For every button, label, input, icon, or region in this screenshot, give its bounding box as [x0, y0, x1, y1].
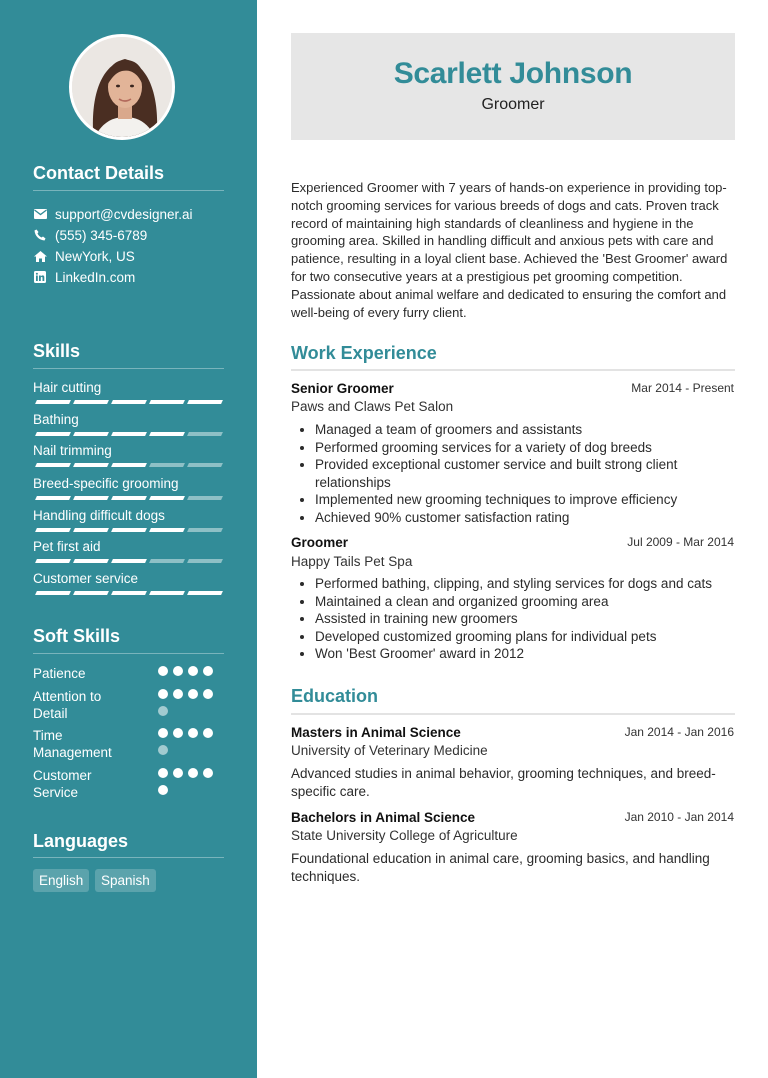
- avatar: [69, 34, 175, 140]
- job-bullet: • Managed a team of groomers and assistants: [315, 421, 735, 439]
- job-dates: Jul 2009 - Mar 2014: [627, 535, 734, 549]
- skill-label: Handling difficult dogs: [33, 508, 165, 523]
- skills-divider: [33, 368, 224, 369]
- candidate-name: Scarlett Johnson: [393, 57, 633, 90]
- profile-photo: [72, 37, 175, 140]
- skill-level-segment: [73, 400, 109, 404]
- skill-label: Nail trimming: [33, 443, 112, 458]
- degree-dates: Jan 2010 - Jan 2014: [624, 810, 734, 824]
- skill-item: [33, 443, 223, 459]
- skill-level-segment: [111, 463, 147, 467]
- skill-level-segment: [35, 559, 71, 563]
- skill-level-segment: [73, 559, 109, 563]
- rating-dot: [173, 666, 183, 676]
- skill-level-segment: [73, 496, 109, 500]
- skill-level-segment: [149, 496, 185, 500]
- skill-level-segment: [187, 400, 223, 404]
- soft-skill-rating: [158, 689, 228, 729]
- soft-skill-label: Customer Service: [33, 768, 92, 800]
- skill-label: Bathing: [33, 412, 79, 427]
- job-bullet-list: [315, 575, 735, 663]
- degree-title: Masters in Animal Science: [291, 725, 461, 740]
- school-name: University of Veterinary Medicine: [291, 743, 488, 758]
- rating-dot: [188, 666, 198, 676]
- language-chip: Spanish: [95, 869, 156, 892]
- skill-item: [33, 412, 223, 428]
- skill-item: [33, 571, 223, 587]
- skills-section-title: Skills: [33, 341, 81, 361]
- skill-item: [33, 476, 223, 492]
- skill-level-bar: [33, 432, 223, 437]
- skill-item: [33, 508, 223, 524]
- skill-level-bar: [33, 496, 223, 501]
- skill-level-segment: [35, 432, 71, 436]
- skill-level-segment: [73, 463, 109, 467]
- skill-level-segment: [187, 432, 223, 436]
- skill-level-segment: [111, 496, 147, 500]
- candidate-role: Groomer: [481, 96, 545, 113]
- languages-section-title: Languages: [33, 831, 129, 851]
- rating-dot: [158, 666, 168, 676]
- skill-item: [33, 380, 223, 396]
- soft-skills-divider: [33, 653, 224, 654]
- skill-level-segment: [111, 528, 147, 532]
- skill-level-segment: [187, 559, 223, 563]
- skill-level-segment: [149, 559, 185, 563]
- soft-skills-section-title: Soft Skills: [33, 626, 121, 646]
- rating-dot: [173, 768, 183, 778]
- contact-linkedin-text: LinkedIn.com: [55, 269, 136, 285]
- skill-level-segment: [35, 496, 71, 500]
- job-bullet: • Developed customized grooming plans for individual pets: [315, 628, 735, 646]
- degree-description: Foundational education in animal care, grooming basics, and handling techniques.: [291, 851, 710, 884]
- rating-dot-half: [158, 745, 168, 755]
- rating-dot: [203, 728, 213, 738]
- rating-dot: [203, 666, 213, 676]
- job-bullet: • Provided exceptional customer service and built strong client relationships: [315, 456, 735, 491]
- soft-skill-rating: [158, 728, 228, 768]
- job-bullet: • Performed bathing, clipping, and styling services for dogs and cats: [315, 575, 735, 593]
- contact-email[interactable]: [33, 205, 193, 223]
- degree-description: Advanced studies in animal behavior, grooming techniques, and breed-specific care.: [291, 766, 716, 799]
- education-divider: [291, 713, 735, 715]
- skill-label: Customer service: [33, 571, 139, 586]
- job-bullet: • Won 'Best Groomer' award in 2012: [315, 645, 735, 663]
- skill-level-bar: [33, 528, 223, 533]
- rating-dot: [203, 689, 213, 699]
- rating-dot: [173, 689, 183, 699]
- skill-level-segment: [149, 463, 185, 467]
- skill-level-segment: [35, 400, 71, 404]
- soft-skill-label: Attention to Detail: [33, 689, 102, 721]
- job-bullet: • Performed grooming services for a variety of dog breeds: [315, 439, 735, 457]
- languages-divider: [33, 857, 224, 858]
- skill-level-segment: [35, 528, 71, 532]
- soft-skill-item: [33, 688, 223, 722]
- rating-dot: [158, 689, 168, 699]
- work-divider: [291, 369, 735, 371]
- skill-level-segment: [73, 591, 109, 595]
- home-icon: [33, 249, 47, 263]
- degree-title: Bachelors in Animal Science: [291, 810, 476, 825]
- contact-divider: [33, 190, 224, 191]
- skill-level-segment: [35, 463, 71, 467]
- education-section-title: Education: [291, 686, 379, 706]
- sidebar: [0, 0, 257, 1078]
- skill-level-segment: [149, 591, 185, 595]
- skill-level-bar: [33, 559, 223, 564]
- skill-level-segment: [111, 432, 147, 436]
- job-bullet: • Maintained a clean and organized grooming area: [315, 593, 735, 611]
- contact-phone[interactable]: [33, 226, 147, 244]
- main-content: [257, 0, 768, 1078]
- contact-location: [33, 247, 135, 265]
- job-bullet: • Implemented new grooming techniques to improve efficiency: [315, 491, 735, 509]
- skill-item: [33, 539, 223, 555]
- skill-level-bar: [33, 400, 223, 405]
- name-header: [291, 33, 735, 140]
- profile-summary: Experienced Groomer with 7 years of hands-on experience in providing top-notch grooming services for various breeds of dogs and cats. Proven track record of maintaining high standards of cleanliness and hygiene in the grooming area. Skilled in handling difficult and anxious pets with care and patience, resulting in a loyal client base. Achieved the 'Best Groomer' award for two consecutive years at a prestigious pet grooming competition. Passionate about animal welfare and dedicated to ensuring the comfort and well-being of every furry client.: [291, 180, 728, 320]
- skill-level-segment: [149, 528, 185, 532]
- rating-dot: [158, 728, 168, 738]
- degree-dates: Jan 2014 - Jan 2016: [624, 725, 734, 739]
- rating-dot: [188, 689, 198, 699]
- soft-skill-item: [33, 665, 223, 682]
- job-company: Paws and Claws Pet Salon: [291, 399, 454, 414]
- skill-label: Breed-specific grooming: [33, 476, 179, 491]
- rating-dot: [188, 768, 198, 778]
- skill-level-segment: [111, 559, 147, 563]
- skill-level-segment: [149, 400, 185, 404]
- job-title: Groomer: [291, 535, 349, 550]
- skill-level-segment: [73, 432, 109, 436]
- contact-section-title: Contact Details: [33, 163, 165, 183]
- skill-level-segment: [187, 496, 223, 500]
- soft-skill-rating: [158, 768, 228, 808]
- job-dates: Mar 2014 - Present: [631, 381, 734, 395]
- rating-dot-half: [158, 706, 168, 716]
- skill-level-segment: [187, 528, 223, 532]
- skill-level-segment: [73, 528, 109, 532]
- job-bullet: • Achieved 90% customer satisfaction rating: [315, 509, 735, 527]
- skill-level-bar: [33, 463, 223, 468]
- rating-dot: [188, 728, 198, 738]
- soft-skill-item: [33, 727, 223, 761]
- school-name: State University College of Agriculture: [291, 828, 518, 843]
- job-bullet: • Assisted in training new groomers: [315, 610, 735, 628]
- skill-level-segment: [187, 463, 223, 467]
- soft-skill-label: Patience: [33, 666, 86, 681]
- job-company: Happy Tails Pet Spa: [291, 554, 413, 569]
- envelope-icon: [33, 207, 47, 221]
- contact-phone-text: (555) 345-6789: [55, 227, 148, 243]
- soft-skill-label: Time Management: [33, 728, 112, 760]
- skill-level-segment: [187, 591, 223, 595]
- contact-location-text: NewYork, US: [55, 248, 135, 264]
- rating-dot: [158, 768, 168, 778]
- skill-label: Hair cutting: [33, 380, 102, 395]
- contact-email-text: support@cvdesigner.ai: [55, 206, 193, 222]
- rating-dot: [158, 785, 168, 795]
- linkedin-icon: [33, 270, 47, 284]
- rating-dot: [203, 768, 213, 778]
- skill-level-segment: [35, 591, 71, 595]
- contact-linkedin[interactable]: [33, 268, 135, 286]
- skill-level-segment: [111, 591, 147, 595]
- phone-icon: [33, 228, 47, 242]
- skill-label: Pet first aid: [33, 539, 101, 554]
- rating-dot: [173, 728, 183, 738]
- soft-skill-item: [33, 767, 223, 801]
- skill-level-bar: [33, 591, 223, 596]
- skill-level-segment: [149, 432, 185, 436]
- job-title: Senior Groomer: [291, 381, 394, 396]
- work-section-title: Work Experience: [291, 343, 437, 363]
- language-chip: English: [33, 869, 89, 892]
- job-bullet-list: [315, 421, 735, 526]
- skill-level-segment: [111, 400, 147, 404]
